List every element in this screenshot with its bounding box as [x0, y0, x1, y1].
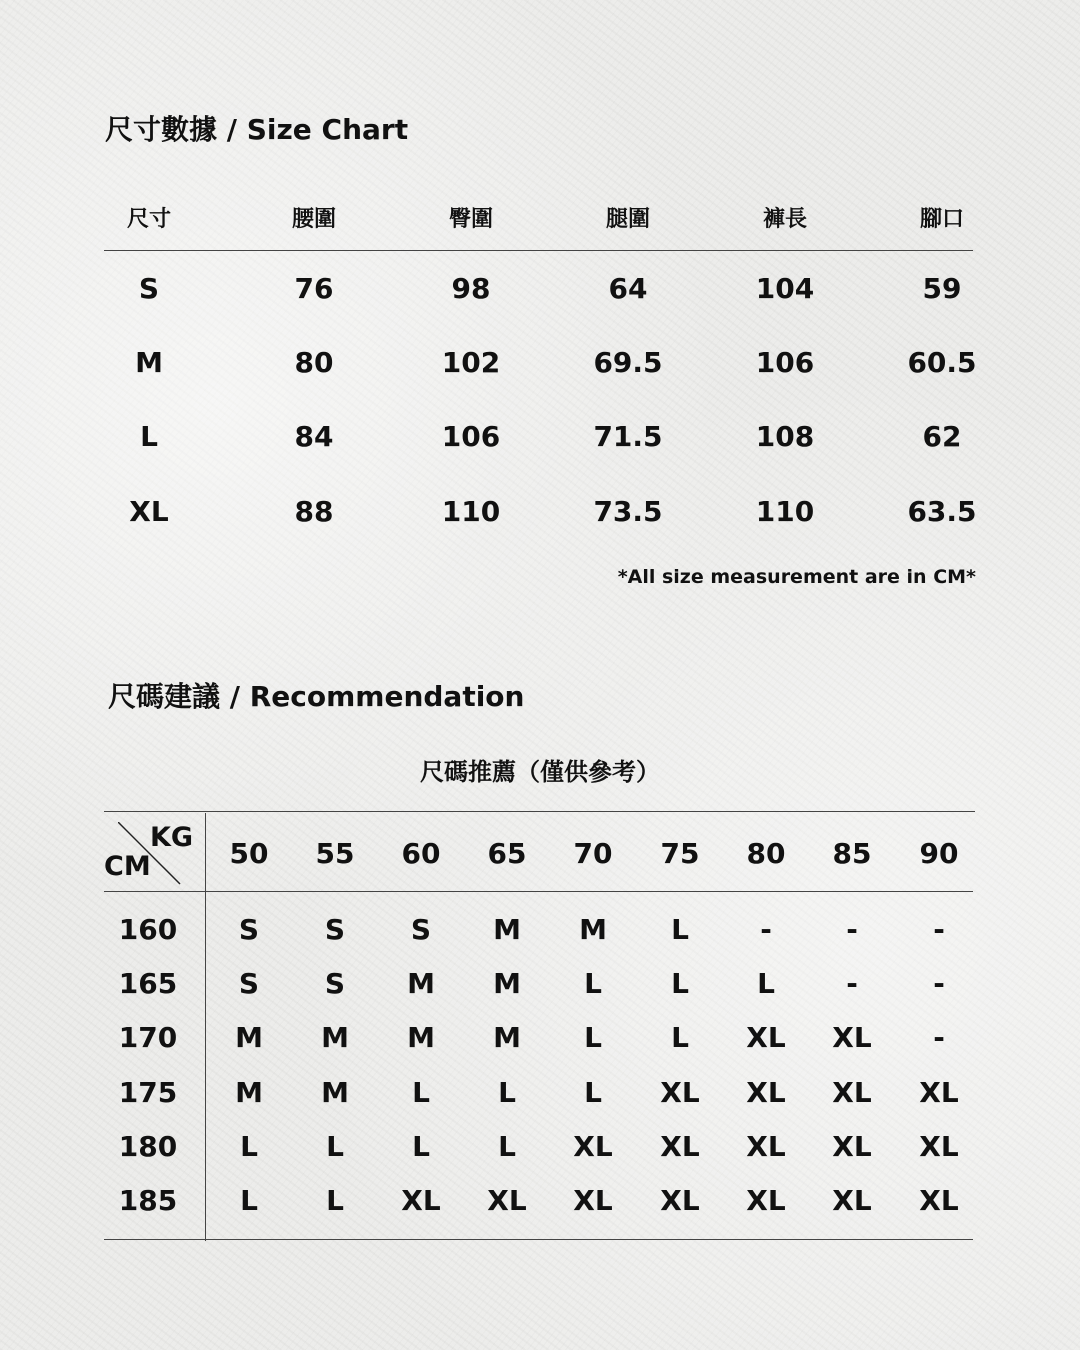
- recommended-size-cell: L: [240, 1130, 258, 1163]
- size-chart-cell: 64: [608, 272, 648, 305]
- recommended-size-cell: M: [321, 1021, 349, 1054]
- size-chart-cell: 62: [922, 420, 962, 453]
- recommended-size-cell: XL: [573, 1184, 613, 1217]
- size-chart-cell: 63.5: [907, 495, 977, 528]
- weight-header: 65: [487, 837, 527, 870]
- size-chart-cell: 60.5: [907, 346, 977, 379]
- recommended-size-cell: L: [671, 1021, 689, 1054]
- size-chart-cell: 104: [755, 272, 815, 305]
- weight-header: 50: [229, 837, 269, 870]
- recommended-size-cell: L: [584, 1076, 602, 1109]
- recommended-size-cell: XL: [919, 1184, 959, 1217]
- height-label: 170: [118, 1021, 178, 1054]
- size-chart-header: 腰圍: [291, 207, 337, 232]
- recommended-size-cell: L: [584, 1021, 602, 1054]
- recommended-size-cell: L: [240, 1184, 258, 1217]
- height-label: 185: [118, 1184, 178, 1217]
- rec-table-top-line: [104, 811, 975, 812]
- size-chart-cell: 108: [755, 420, 815, 453]
- recommended-size-cell: XL: [746, 1021, 786, 1054]
- height-label: 180: [118, 1130, 178, 1163]
- recommended-size-cell: XL: [573, 1130, 613, 1163]
- recommended-size-cell: XL: [832, 1130, 872, 1163]
- recommended-size-cell: -: [933, 967, 945, 1000]
- recommended-size-cell: L: [412, 1130, 430, 1163]
- recommended-size-cell: XL: [919, 1130, 959, 1163]
- recommended-size-cell: M: [493, 913, 521, 946]
- weight-header: 90: [919, 837, 959, 870]
- recommended-size-cell: L: [326, 1130, 344, 1163]
- weight-header: 60: [401, 837, 441, 870]
- recommended-size-cell: M: [235, 1021, 263, 1054]
- size-chart-cell: 76: [294, 272, 334, 305]
- recommended-size-cell: -: [846, 913, 858, 946]
- recommended-size-cell: L: [671, 913, 689, 946]
- recommended-size-cell: M: [493, 967, 521, 1000]
- size-chart-cell: 88: [294, 495, 334, 528]
- recommended-size-cell: L: [671, 967, 689, 1000]
- size-chart-header: 腳口: [919, 207, 965, 232]
- size-chart-cell: 71.5: [593, 420, 663, 453]
- recommended-size-cell: L: [412, 1076, 430, 1109]
- recommended-size-cell: -: [846, 967, 858, 1000]
- recommendation-subtitle: 尺碼推薦（僅供參考）: [420, 758, 660, 786]
- recommended-size-cell: XL: [746, 1130, 786, 1163]
- size-chart-cell: 106: [755, 346, 815, 379]
- weight-header: 85: [832, 837, 872, 870]
- weight-header: 70: [573, 837, 613, 870]
- weight-header: 55: [315, 837, 355, 870]
- size-chart-cell: 80: [294, 346, 334, 379]
- size-chart-divider: [104, 250, 973, 251]
- recommended-size-cell: L: [498, 1130, 516, 1163]
- recommended-size-cell: S: [324, 967, 346, 1000]
- height-label: 160: [118, 913, 178, 946]
- weight-header: 75: [660, 837, 700, 870]
- recommended-size-cell: XL: [660, 1130, 700, 1163]
- size-chart-header: 臀圍: [448, 207, 494, 232]
- recommended-size-cell: XL: [660, 1184, 700, 1217]
- size-chart-header: 尺寸: [126, 207, 172, 232]
- recommended-size-cell: -: [933, 1021, 945, 1054]
- measurement-note: *All size measurement are in CM*: [617, 566, 976, 588]
- corner-height-label: CM: [104, 851, 151, 882]
- recommended-size-cell: XL: [487, 1184, 527, 1217]
- height-label: 165: [118, 967, 178, 1000]
- size-chart-cell: 110: [441, 495, 501, 528]
- recommended-size-cell: L: [326, 1184, 344, 1217]
- size-chart-cell: 73.5: [593, 495, 663, 528]
- recommended-size-cell: -: [760, 913, 772, 946]
- size-label: L: [140, 420, 158, 453]
- recommended-size-cell: L: [757, 967, 775, 1000]
- recommended-size-cell: XL: [746, 1076, 786, 1109]
- recommended-size-cell: XL: [746, 1184, 786, 1217]
- recommended-size-cell: -: [933, 913, 945, 946]
- recommendation-title: 尺碼建議 / Recommendation: [108, 680, 525, 713]
- recommended-size-cell: XL: [919, 1076, 959, 1109]
- size-chart-cell: 110: [755, 495, 815, 528]
- recommended-size-cell: L: [584, 967, 602, 1000]
- corner-weight-label: KG: [150, 822, 194, 853]
- rec-table-bottom-line: [104, 1239, 973, 1240]
- size-chart-cell: 98: [451, 272, 491, 305]
- size-label: S: [138, 272, 160, 305]
- recommended-size-cell: M: [579, 913, 607, 946]
- size-chart-cell: 69.5: [593, 346, 663, 379]
- recommended-size-cell: XL: [401, 1184, 441, 1217]
- size-label: M: [135, 346, 163, 379]
- size-chart-header: 褲長: [762, 207, 808, 232]
- recommended-size-cell: M: [493, 1021, 521, 1054]
- rec-table-column-divider: [205, 813, 206, 1241]
- size-chart-cell: 102: [441, 346, 501, 379]
- rec-table-header-line: [104, 891, 973, 892]
- recommended-size-cell: M: [407, 1021, 435, 1054]
- recommended-size-cell: M: [407, 967, 435, 1000]
- weight-header: 80: [746, 837, 786, 870]
- size-chart-header: 腿圍: [605, 207, 651, 232]
- recommended-size-cell: S: [238, 967, 260, 1000]
- size-chart-cell: 106: [441, 420, 501, 453]
- size-label: XL: [129, 495, 169, 528]
- recommended-size-cell: L: [498, 1076, 516, 1109]
- size-chart-title: 尺寸數據 / Size Chart: [105, 113, 409, 146]
- recommended-size-cell: XL: [832, 1021, 872, 1054]
- height-label: 175: [118, 1076, 178, 1109]
- recommended-size-cell: S: [410, 913, 432, 946]
- size-chart-cell: 59: [922, 272, 962, 305]
- recommended-size-cell: XL: [660, 1076, 700, 1109]
- recommended-size-cell: S: [324, 913, 346, 946]
- size-chart-cell: 84: [294, 420, 334, 453]
- recommended-size-cell: XL: [832, 1076, 872, 1109]
- recommended-size-cell: M: [235, 1076, 263, 1109]
- recommended-size-cell: M: [321, 1076, 349, 1109]
- recommended-size-cell: S: [238, 913, 260, 946]
- recommended-size-cell: XL: [832, 1184, 872, 1217]
